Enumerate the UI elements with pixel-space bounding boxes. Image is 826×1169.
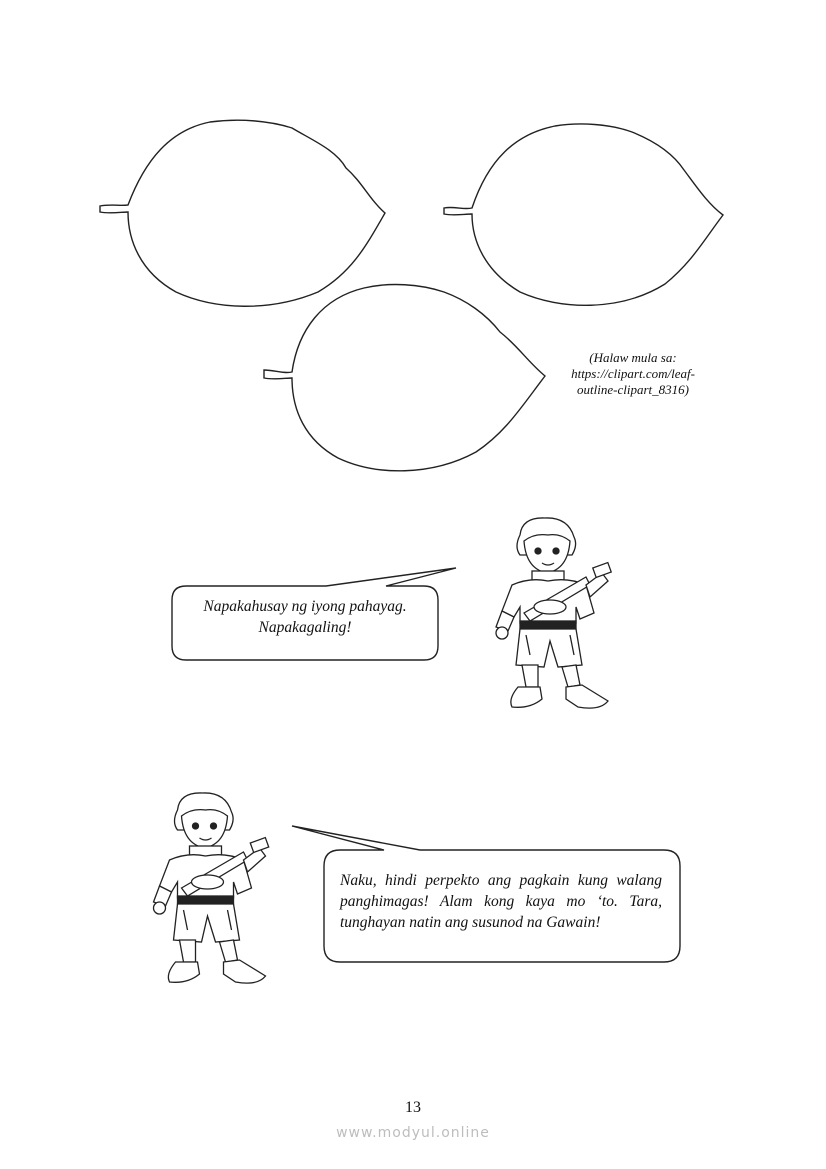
speech-text-bottom: Naku, hindi perpekto ang pagkain kung walang panghimagas! Alam kong kaya mo ‘to. Tara, tunghayan natin ang susunod na Gawain! [340, 872, 662, 931]
watermark: www.modyul.online [336, 1125, 490, 1141]
boy-character-illustration-bottom [145, 790, 285, 995]
speech-line-1: Napakahusay ng iyong pahayag. [203, 598, 407, 615]
page-number: 13 [405, 1099, 421, 1116]
speech-line-2: Napakagaling! [258, 619, 352, 636]
credit-line-2: https://clipart.com/leaf- [571, 366, 695, 381]
credit-line-1: (Halaw mula sa: [589, 350, 677, 365]
credit-line-3: outline-clipart_8316) [577, 382, 689, 397]
